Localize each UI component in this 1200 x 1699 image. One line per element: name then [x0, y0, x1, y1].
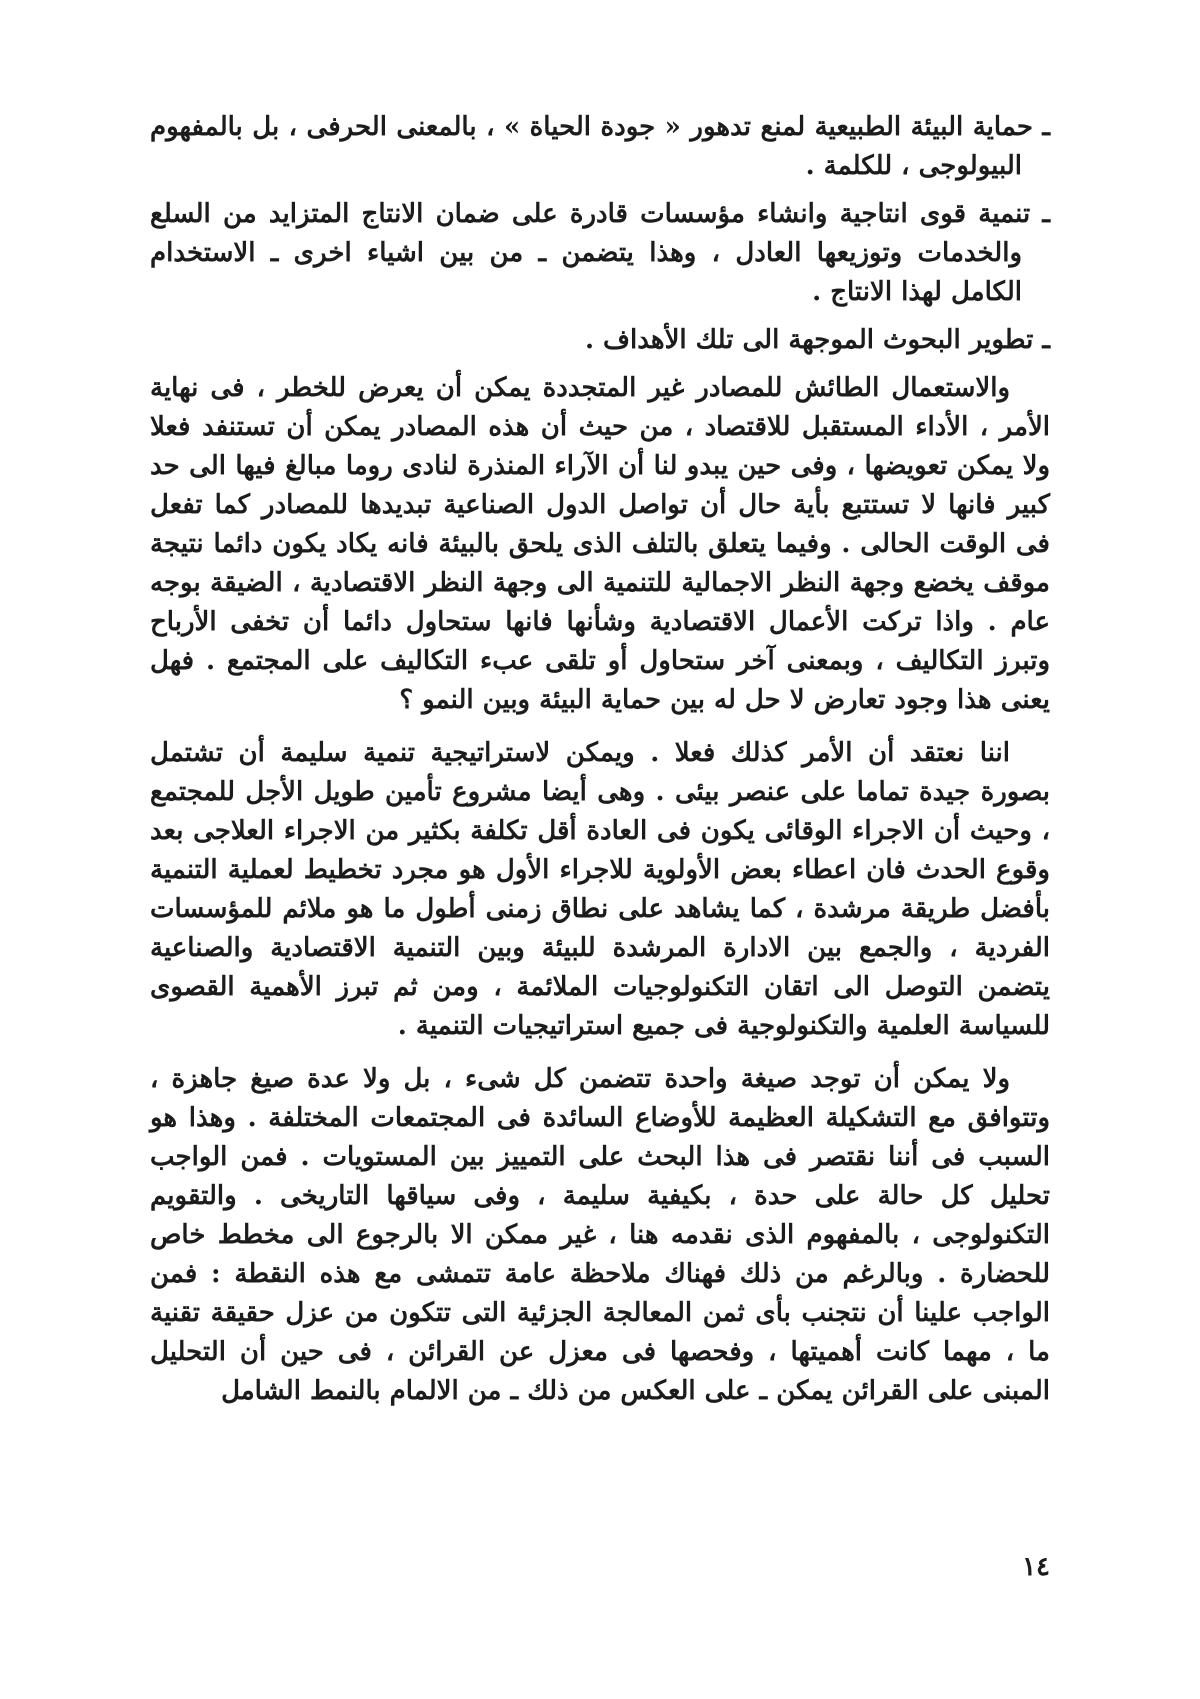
body-paragraph: والاستعمال الطائش للمصادر غير المتجددة يمكن أن يعرض للخطر ، فى نهاية الأمر ، الأداء المستقبل للاقتصاد ، من حيث أن هذه المصادر يمكن أن تستنفد فعلا ولا يمكن تعويضها ، وفى حين يبدو لنا أن الآراء المنذرة لنادى روما مبالغ فيها الى حد كبير فانها لا تستتبع بأية حال أن تواصل الدول الصناعية تبديدها للمصادر كما تفعل فى الوقت الحالى . وفيما يتعلق بالتلف الذى يلحق بالبيئة فانه يكاد يكون دائما نتيجة موقف يخضع وجهة النظر الاجمالية للتنمية الى وجهة النظر الاقتصادية ، الضيقة بوجه عام . واذا تركت الأعمال الاقتصادية وشأنها فانها ستحاول دائما أن تخفى الأرباح وتبرز التكاليف ، وبمعنى آخر ستحاول أو تلقى عبء التكاليف على المجتمع . فهل يعنى هذا وجود تعارض لا حل له بين حماية البيئة وبين النمو ؟	[150, 373, 1050, 715]
page-number: ١٤	[1022, 1552, 1050, 1582]
body-paragraph: ولا يمكن أن توجد صيغة واحدة تتضمن كل شىء ، بل ولا عدة صيغ جاهزة ، وتتوافق مع التشكيلة العظيمة للأوضاع السائدة فى المجتمعات المختلفة . وهذا هو السبب فى أننا نقتصر فى هذا البحث على التمييز بين المستويات . فمن الواجب تحليل كل حالة على حدة ، بكيفية سليمة ، وفى سياقها التاريخى . والتقويم التكنولوجى ، بالمفهوم الذى نقدمه هنا ، غير ممكن الا بالرجوع الى مخطط خاص للحضارة . وبالرغم من ذلك فهناك ملاحظة عامة تتمشى مع هذه النقطة : فمن الواجب علينا أن نتجنب بأى ثمن المعالجة الجزئية التى تتكون من عزل حقيقة تقنية ما ، مهما كانت أهميتها ، وفحصها فى معزل عن القرائن ، فى حين أن التحليل المبنى على القرائن يمكن ـ على العكس من ذلك ـ من الالمام بالنمط الشامل	[150, 1064, 1050, 1406]
bullet-item: ـ تطوير البحوث الموجهة الى تلك الأهداف .	[584, 325, 1050, 355]
page-body	[150, 108, 1050, 1425]
bullet-item: ـ تنمية قوى انتاجية وانشاء مؤسسات قادرة على ضمان الانتاج المتزايد من السلع والخدمات وتوزيعها العادل ، وهذا يتضمن ـ من بين اشياء اخرى ـ الاستخدام الكامل لهذا الانتاج .	[150, 199, 1050, 307]
body-paragraph: اننا نعتقد أن الأمر كذلك فعلا . ويمكن لاستراتيجية تنمية سليمة أن تشتمل بصورة جيدة تماما على عنصر بيئى . وهى أيضا مشروع تأمين طويل الأجل للمجتمع ، وحيث أن الاجراء الوقائى يكون فى العادة أقل تكلفة بكثير من الاجراء العلاجى بعد وقوع الحدث فان اعطاء بعض الأولوية للاجراء الأول هو مجرد تخطيط لعملية التنمية بأفضل طريقة مرشدة ، كما يشاهد على نطاق زمنى أطول ما هو ملائم للمؤسسات الفردية ، والجمع بين الادارة المرشدة للبيئة وبين التنمية الاقتصادية والصناعية يتضمن التوصل الى اتقان التكنولوجيات الملائمة ، ومن ثم تبرز الأهمية القصوى للسياسة العلمية والتكنولوجية فى جميع استراتيجيات التنمية .	[150, 738, 1051, 1041]
bullet-item: ـ حماية البيئة الطبيعية لمنع تدهور « جودة الحياة » ، بالمعنى الحرفى ، بل بالمفهوم البيولوجى ، للكلمة .	[150, 112, 1050, 181]
